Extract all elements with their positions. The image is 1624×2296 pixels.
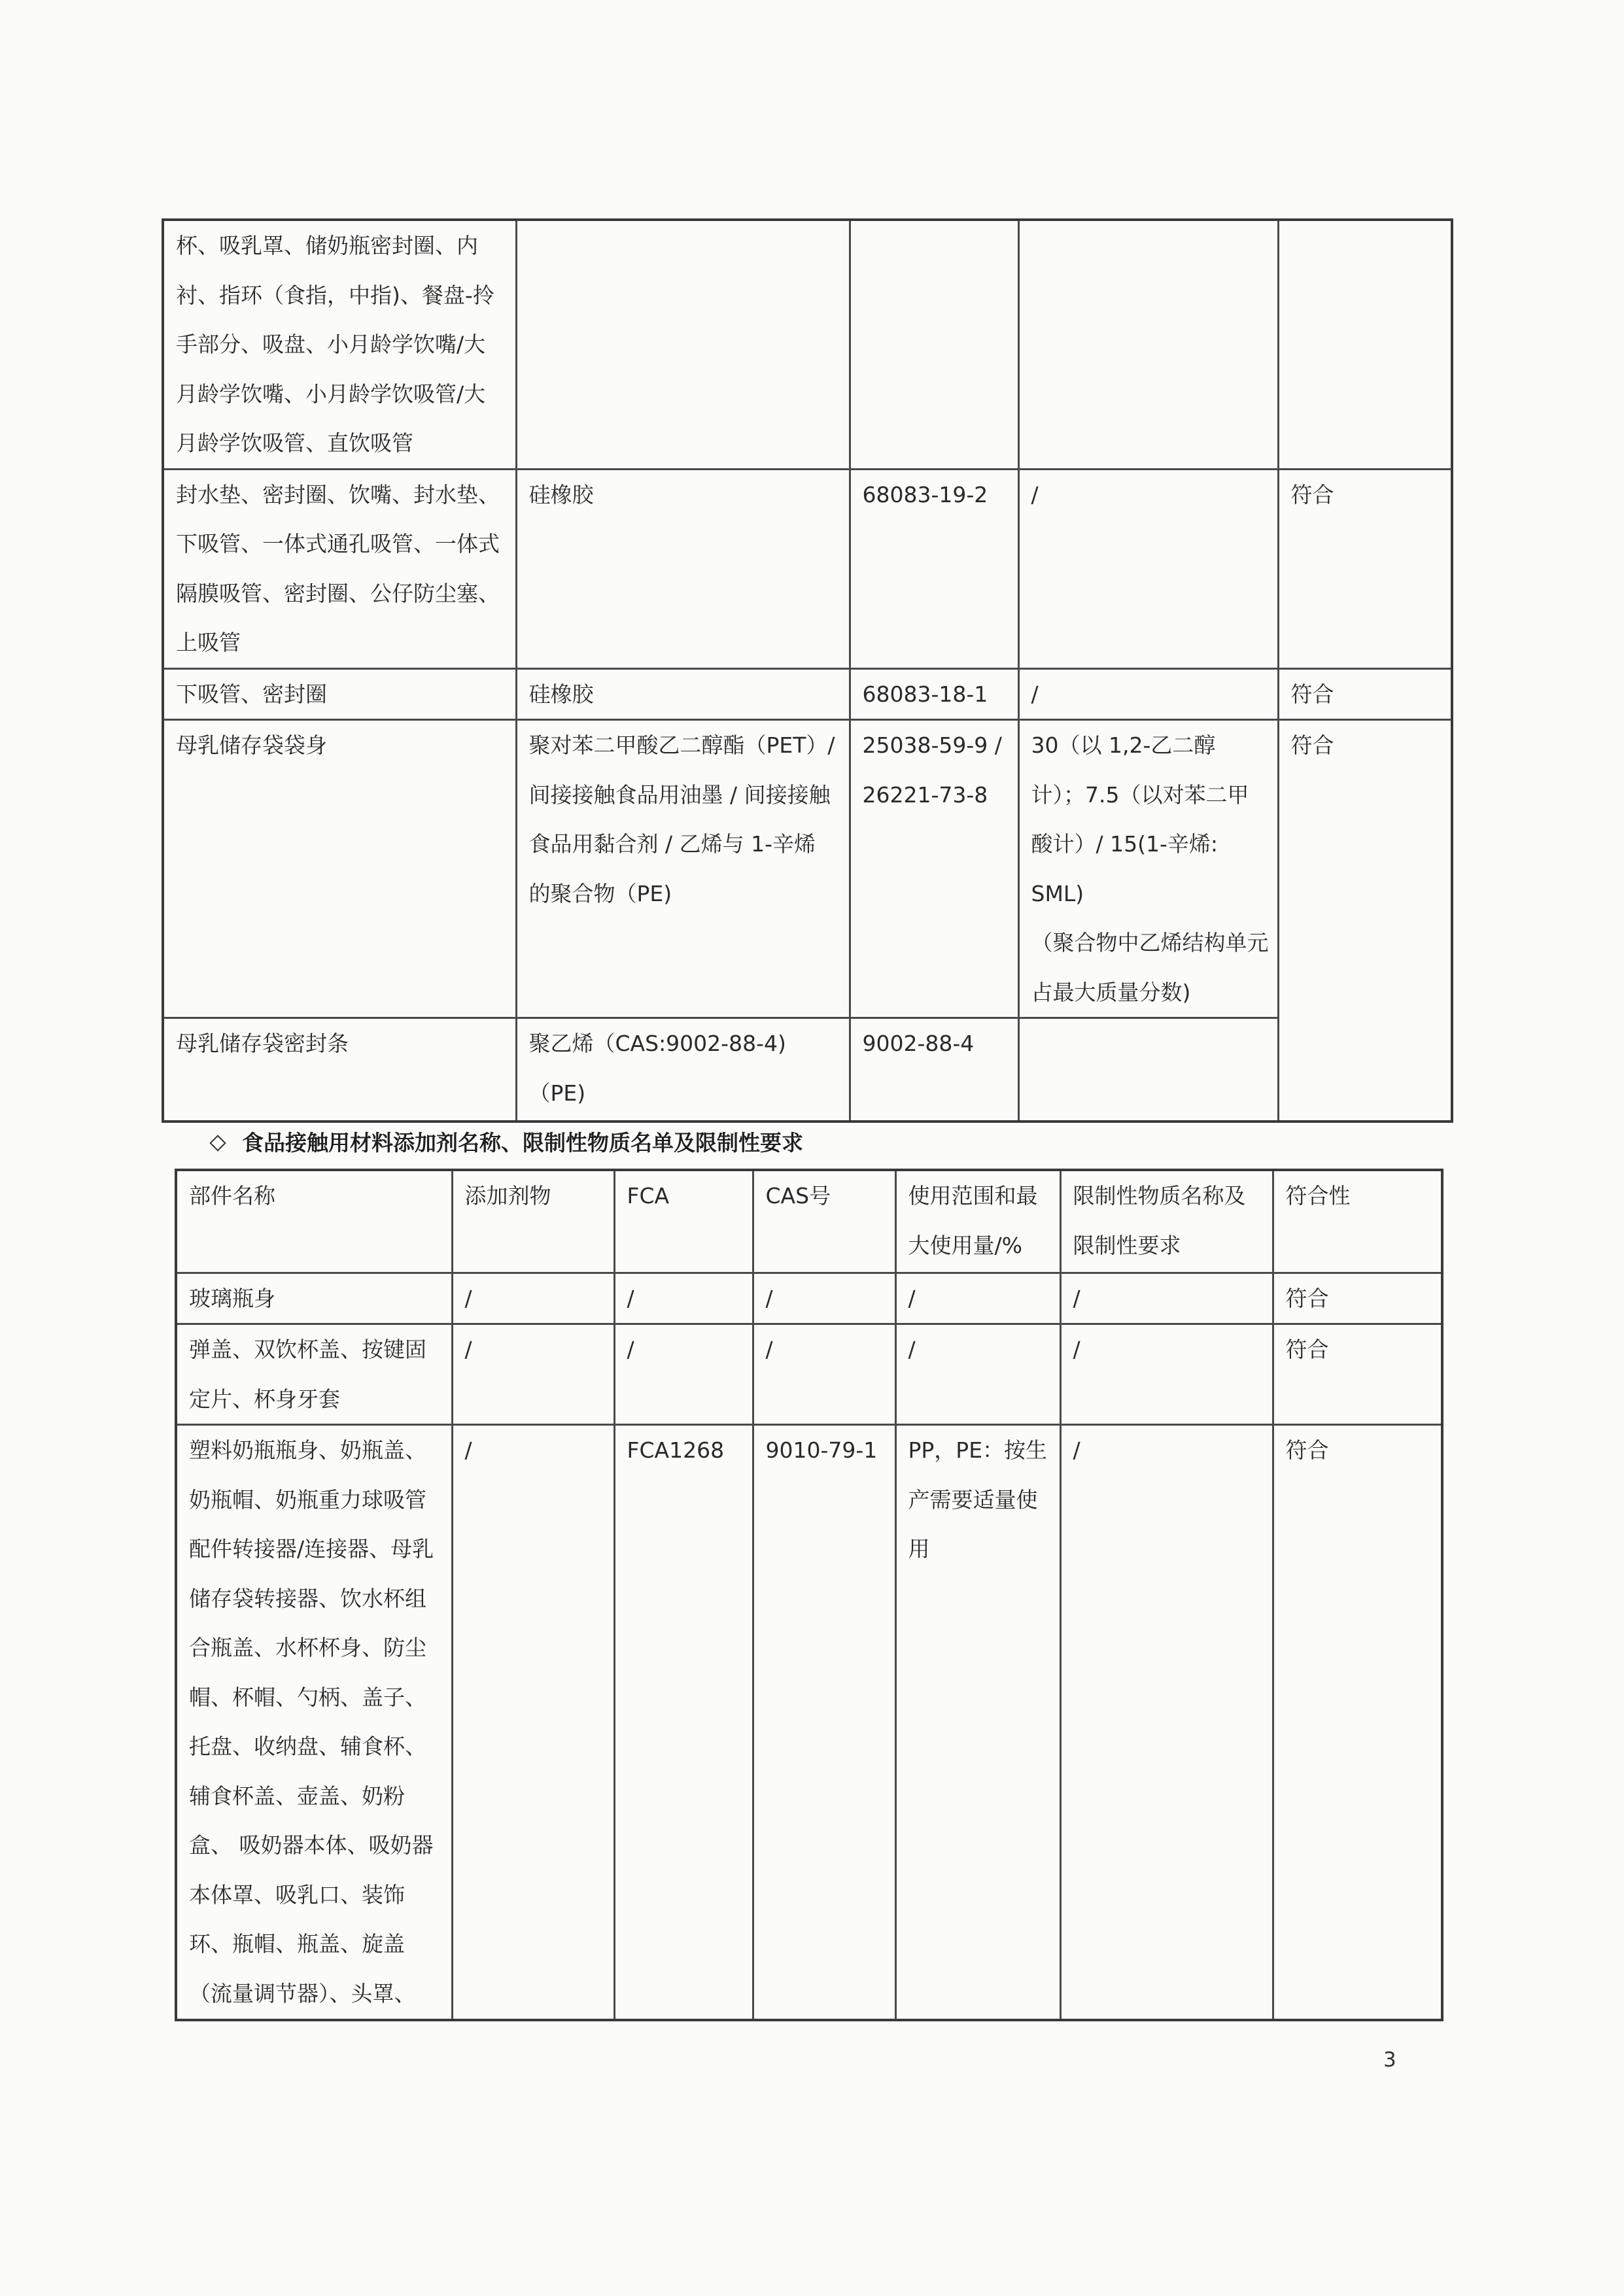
part-name-cell: 塑料奶瓶瓶身、奶瓶盖、 奶瓶帽、奶瓶重力球吸管 配件转接器/连接器、母乳 储存袋转接器、饮水杯组 合瓶盖、水杯杯身、防尘 帽、杯帽、勺柄、盖子、 托盘、收纳盘、辅食杯、 辅食杯盖、壶盖、奶粉 盒、 吸奶器本体、吸奶器 本体罩、吸乳口、装饰 环、瓶帽、瓶盖、旋盖 （流量调节器）、头罩、 — [176, 1425, 452, 2020]
cas-cell: 68083-18-1 — [850, 668, 1018, 720]
header-additive: 添加剂物 — [452, 1170, 614, 1273]
usage-cell: / — [895, 1324, 1060, 1425]
limit-cell: / — [1018, 668, 1278, 720]
material-cell: 硅橡胶 — [516, 668, 850, 720]
limit-cell — [1018, 220, 1278, 469]
header-usage: 使用范围和最 大使用量/% — [895, 1170, 1060, 1273]
cas-cell: / — [753, 1273, 895, 1324]
restricted-cell: / — [1060, 1273, 1273, 1324]
header-part-name: 部件名称 — [176, 1170, 452, 1273]
cas-cell: 9002-88-4 — [850, 1018, 1018, 1122]
material-cell: 聚乙烯（CAS:9002-88-4) （PE) — [516, 1018, 850, 1122]
usage-cell: PP，PE：按生 产需要适量使 用 — [895, 1425, 1060, 2020]
part-name-cell: 下吸管、密封圈 — [163, 668, 516, 720]
table-row — [163, 668, 1452, 720]
compliance-cell: 符合 — [1273, 1273, 1442, 1324]
header-compliance: 符合性 — [1273, 1170, 1442, 1273]
part-name-cell: 封水垫、密封圈、饮嘴、封水垫、 下吸管、一体式通孔吸管、一体式 隔膜吸管、密封圈、公仔防尘塞、 上吸管 — [163, 469, 516, 668]
cas-cell — [850, 220, 1018, 469]
result-cell: 符合 — [1278, 469, 1452, 668]
part-name-cell: 母乳储存袋袋身 — [163, 720, 516, 1018]
additive-cell: / — [452, 1324, 614, 1425]
table-row — [176, 1324, 1442, 1425]
part-name-cell: 弹盖、双饮杯盖、按键固 定片、杯身牙套 — [176, 1324, 452, 1425]
cas-cell: 68083-19-2 — [850, 469, 1018, 668]
usage-cell: / — [895, 1273, 1060, 1324]
header-fca: FCA — [614, 1170, 753, 1273]
material-cell: 硅橡胶 — [516, 469, 850, 668]
table-row — [163, 220, 1452, 469]
compliance-cell: 符合 — [1273, 1324, 1442, 1425]
cas-cell: 25038-59-9 / 26221-73-8 — [850, 720, 1018, 1018]
fca-cell: / — [614, 1273, 753, 1324]
table-row — [163, 1018, 1452, 1122]
table-header-row — [176, 1170, 1442, 1273]
page-number: 3 — [1383, 2048, 1396, 2072]
part-name-cell: 杯、吸乳罩、储奶瓶密封圈、内 衬、指环（食指，中指)、餐盘-拎 手部分、吸盘、小月龄学饮嘴/大 月龄学饮嘴、小月龄学饮吸管/大 月龄学饮吸管、直饮吸管 — [163, 220, 516, 469]
result-cell: 符合 — [1278, 720, 1452, 1122]
limit-cell: / — [1018, 469, 1278, 668]
header-cas: CAS号 — [753, 1170, 895, 1273]
part-name-cell: 母乳储存袋密封条 — [163, 1018, 516, 1122]
material-cell — [516, 220, 850, 469]
diamond-bullet-icon — [209, 1135, 226, 1151]
additive-cell: / — [452, 1425, 614, 2020]
additive-cell: / — [452, 1273, 614, 1324]
table-row — [176, 1425, 1442, 2020]
restricted-cell: / — [1060, 1425, 1273, 2020]
cas-cell: / — [753, 1324, 895, 1425]
material-cell: 聚对苯二甲酸乙二醇酯（PET）/ 间接接触食品用油墨 / 间接接触 食品用黏合剂 / 乙烯与 1-辛烯 的聚合物（PE) — [516, 720, 850, 1018]
table-row — [163, 720, 1452, 1018]
table-row — [163, 469, 1452, 668]
fca-cell: / — [614, 1324, 753, 1425]
result-cell — [1278, 220, 1452, 469]
additives-table — [175, 1169, 1443, 2021]
table-row — [176, 1273, 1442, 1324]
fca-cell: FCA1268 — [614, 1425, 753, 2020]
limit-cell — [1018, 1018, 1278, 1122]
compliance-cell: 符合 — [1273, 1425, 1442, 2020]
restricted-cell: / — [1060, 1324, 1273, 1425]
cas-cell: 9010-79-1 — [753, 1425, 895, 2020]
materials-table — [162, 218, 1453, 1123]
result-cell: 符合 — [1278, 668, 1452, 720]
section-title: 食品接触用材料添加剂名称、限制性物质名单及限制性要求 — [242, 1130, 803, 1156]
limit-cell: 30（以 1,2-乙二醇 计）；7.5（以对苯二甲 酸计）/ 15(1-辛烯: SML) （聚合物中乙烯结构单元 占最大质量分数) — [1018, 720, 1278, 1018]
part-name-cell: 玻璃瓶身 — [176, 1273, 452, 1324]
header-restricted: 限制性物质名称及 限制性要求 — [1060, 1170, 1273, 1273]
